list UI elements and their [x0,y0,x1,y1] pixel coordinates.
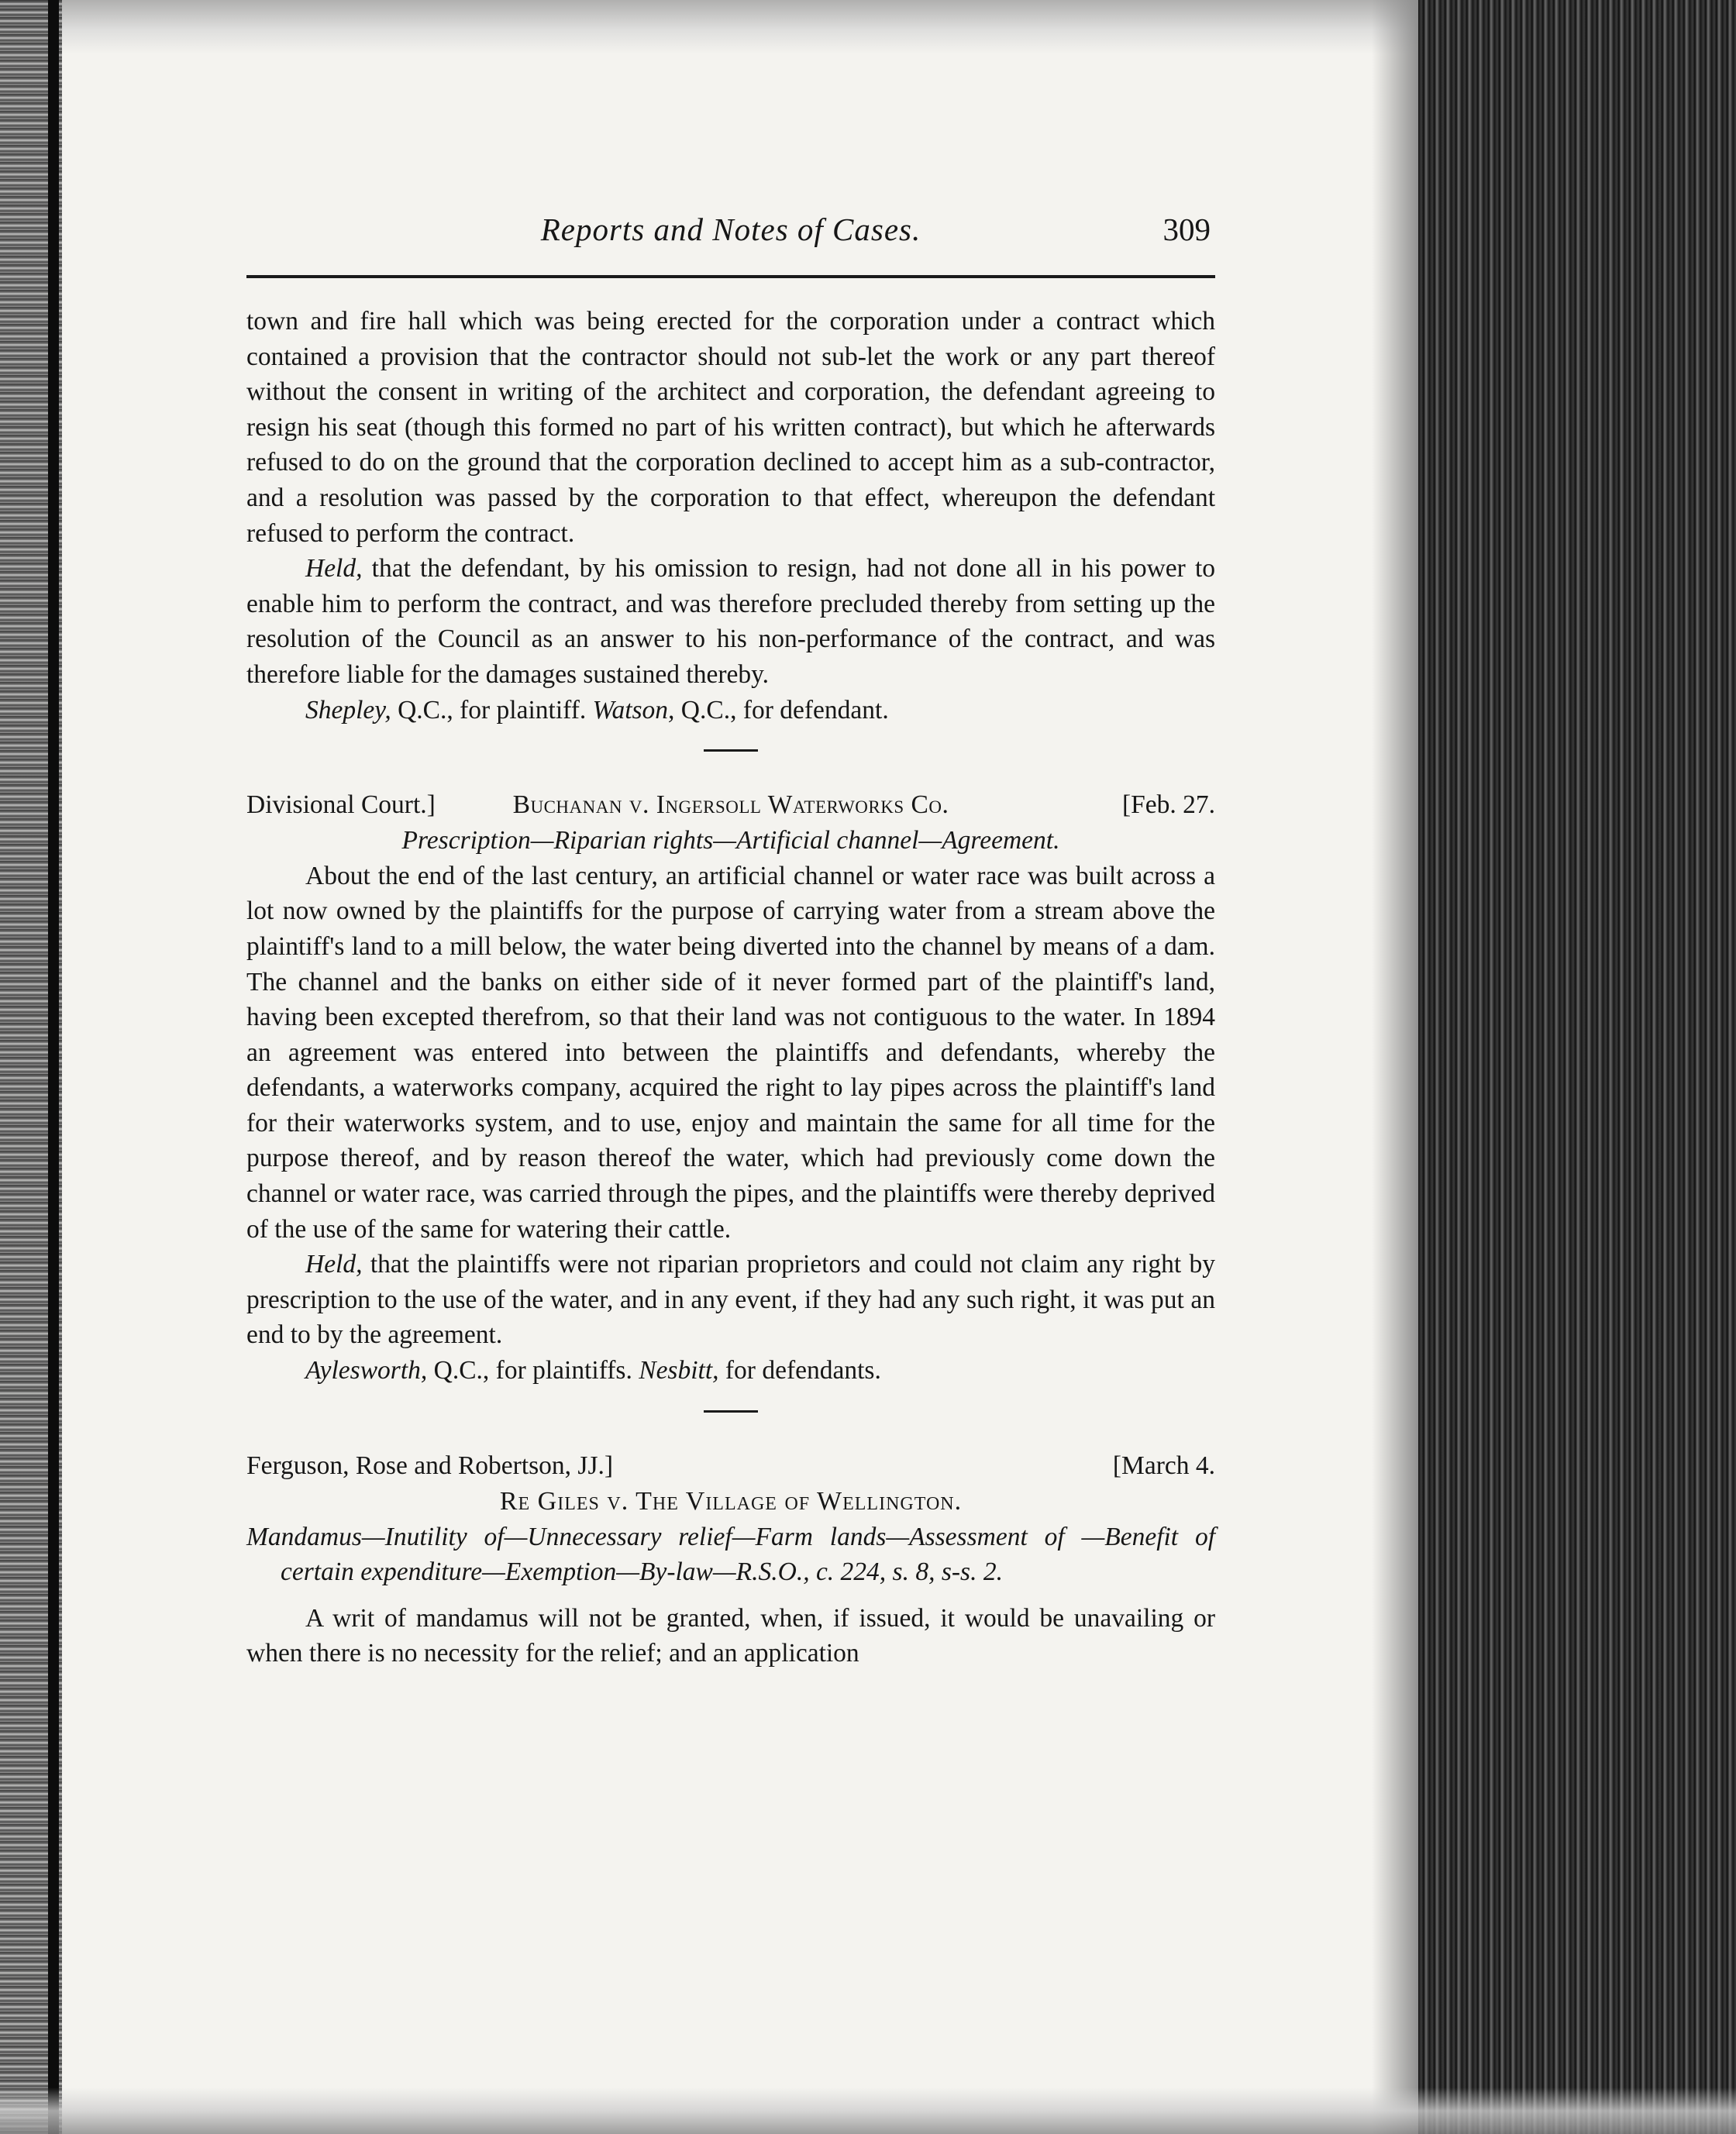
case3-date: [March 4. [1112,1451,1215,1480]
held-text: that the defendant, by his omission to resign, had not done all in his power to enable him to perform the contract, and was therefore precluded thereby from setting up the resolution of the Council as an answer to his non-performance of the contract, and was therefore liable for the damages sustained thereby. [246,554,1215,689]
held-label: Held, [305,1250,363,1279]
page-number: 309 [1162,212,1211,247]
case2-held [246,1247,1215,1353]
case3-paragraph: A writ of mandamus will not be granted, when, if issued, it would be unavailing or when there is no necessity for the relief; and an application [246,1603,1215,1668]
counsel-role: Q.C., for plaintiff. [391,695,593,725]
case2-counsel [246,1353,1215,1389]
case-separator [704,1410,758,1413]
page-body [246,304,1215,1671]
page [246,194,1215,1668]
counsel-name: Aylesworth, [305,1356,428,1385]
case2-date: [Feb. 27. [1121,790,1215,820]
held-label: Held, [305,554,363,583]
counsel-name: Nesbitt, [639,1356,719,1385]
case-separator [704,749,758,752]
case2-court: Divisional Court.] [246,790,436,820]
case3-title: Re Giles v. The Village of Wellington. [499,1486,963,1516]
case3-heading [246,1448,1215,1484]
scan-left-edge [48,0,59,2134]
case2-paragraph: About the end of the last century, an artificial channel or water race was built across a lot now owned by the plaintiffs for the purpose of carrying water from a stream above the plaintiff's land to a mill below, the water being diverted into the channel by means of a dam. The channel and the banks on either side of it never formed part of the plaintiff's land, having been excepted therefrom, so that their land was not contiguous to the water. In 1894 an agreement was entered into between the plaintiffs and defendants, whereby the defendants, a waterworks company, acquired the right to lay pipes across the plaintiff's land for their waterworks system, and to use, enjoy and maintain the same for all time for the purpose thereof, and by reason thereof the water, which had previously come down the channel or water race, was carried through the pipes, and the plaintiffs were thereby deprived of the use of the same for watering their cattle. [246,861,1215,1244]
counsel-role: Q.C., for defendant. [674,695,889,725]
counsel-role: Q.C., for plaintiffs. [427,1356,639,1385]
running-title: Reports and Notes of Cases. [540,212,921,247]
case1-paragraph: town and fire hall which was being erected for the corporation under a contract which contained a provision that the contractor should not sub-let the work or any part thereof without the consent in writing of the architect and corporation, the defendant agreeing to resign his seat (though this formed no part of his written contract), but which he afterwards refused to do on the ground that the corporation declined to accept him as a sub-contractor, and a resolution was passed by the corporation to that effect, whereupon the defendant refused to perform the contract. [246,307,1215,548]
held-text: that the plaintiffs were not riparian proprietors and could not claim any right by prescription to the use of the water, and in any event, if they had any such right, it was put an end to by the agreement. [246,1250,1215,1350]
counsel-role: for defendants. [718,1356,881,1385]
counsel-name: Watson, [592,695,675,725]
scan-bottom-shadow [0,2088,1736,2134]
counsel-name: Shepley, [305,695,391,725]
case1-held [246,551,1215,692]
case2-parties: Buchanan v. Ingersoll Waterworks Co. [512,790,949,820]
scan-right-gutter [1418,0,1736,2134]
case1-counsel [246,693,1215,728]
header-rule [246,275,1215,278]
case3-catchwords: Mandamus—Inutility of—Unnecessary relief—Farm lands—Assessment of —Benefit of certain expenditure—Exemption—By-law—R.S.O., c. 224, s. 8, s-s. 2. [246,1522,1215,1587]
case2-heading [246,787,1215,823]
running-head [246,194,1215,256]
case2-catchwords: Prescription—Riparian rights—Artificial channel—Agreement. [401,826,1060,855]
case3-court: Ferguson, Rose and Robertson, JJ.] [246,1451,614,1480]
